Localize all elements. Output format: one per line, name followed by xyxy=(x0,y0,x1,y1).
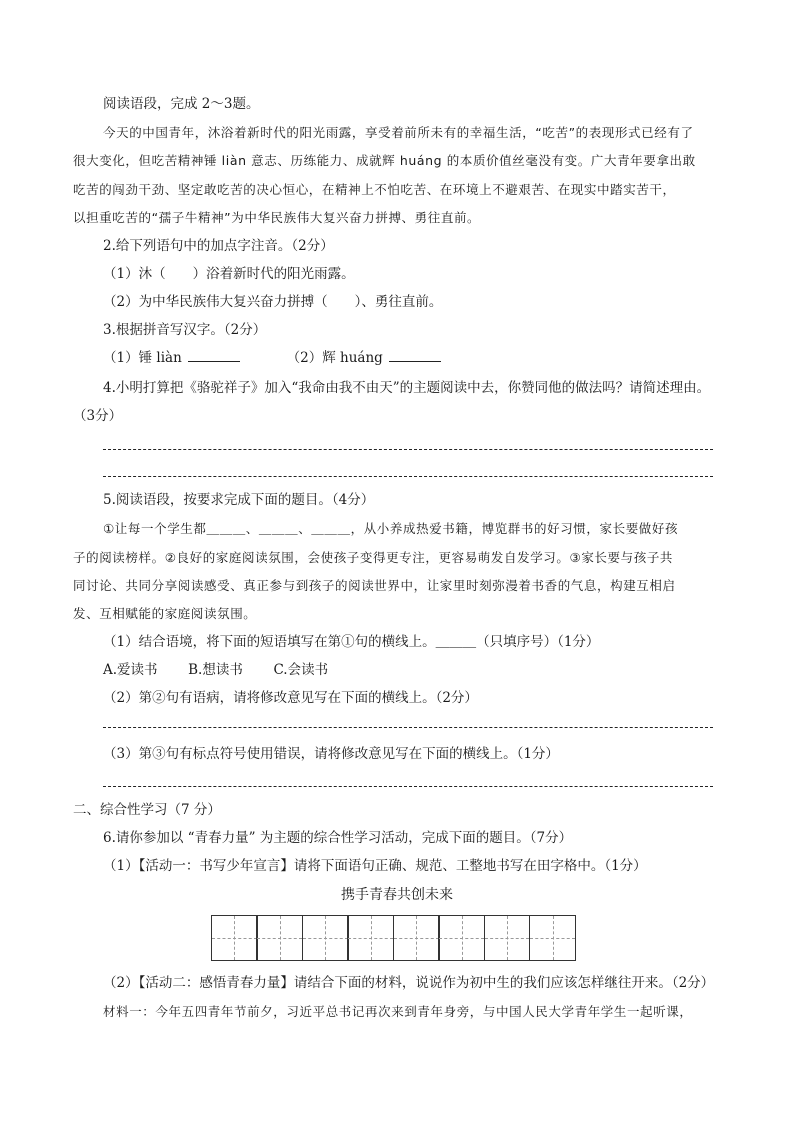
passage-line: 以担重吃苦的“孺子牛精神”为中华民族伟大复兴奋力拼搏、勇往直前。 xyxy=(73,210,481,225)
answer-line[interactable] xyxy=(103,786,713,787)
answer-line[interactable] xyxy=(103,449,713,450)
question-4-score: （3分） xyxy=(73,408,123,424)
question-5-stem: 5.阅读语段，按要求完成下面的题目。（4分） xyxy=(103,492,375,508)
tianzige-cell[interactable] xyxy=(256,915,303,961)
option-c: C.会读书 xyxy=(273,662,329,678)
question-2-item-2: （2）为中华民族伟大复兴奋力拼搏（ ）、勇往直前。 xyxy=(103,294,443,310)
question-2-item-1: （1）沐（ ）浴着新时代的阳光雨露。 xyxy=(103,266,355,282)
question-3-items xyxy=(103,348,441,368)
question-5-sub-1: （1）结合语境，将下面的短语填写在第①句的横线上。＿＿＿（只填序号）（1分） xyxy=(103,634,600,650)
tianzige-cell[interactable] xyxy=(529,915,576,961)
question-4-stem: 4.小明打算把《骆驼祥子》加入“我命由我不由天”的主题阅读中去，你赞同他的做法吗？请简述理由。 xyxy=(103,380,711,396)
tianzige-cell[interactable] xyxy=(484,915,531,961)
answer-blank[interactable] xyxy=(188,361,240,362)
question-2-stem: 2.给下列语句中的加点字注音。（2分） xyxy=(103,238,334,254)
passage-line: 今天的中国青年，沐浴着新时代的阳光雨露，享受着前所未有的幸福生活，“吃苦”的表现形式已经有了 xyxy=(103,125,694,140)
activity-2: （2）【活动二：感悟青春力量】请结合下面的材料，说说作为初中生的我们应该怎样继往开来。（2分） xyxy=(103,975,715,991)
reading-intro: 阅读语段，完成 2～3题。 xyxy=(103,96,260,112)
slogan-text: 携手青春共创未来 xyxy=(341,887,453,903)
passage-line: 子的阅读榜样。②良好的家庭阅读氛围，会使孩子变得更专注，更容易萌发自发学习。③家长要与孩子共 xyxy=(73,550,674,565)
question-5-options xyxy=(103,660,328,680)
answer-line[interactable] xyxy=(103,727,713,728)
section-heading: 二、综合性学习（7 分） xyxy=(73,802,221,818)
tianzige-cell[interactable] xyxy=(302,915,349,961)
question-3-item-1: （1）锤 liàn xyxy=(103,350,182,366)
tianzige-cell[interactable] xyxy=(438,915,485,961)
question-5-sub-3: （3）第③句有标点符号使用错误，请将修改意见写在下面的横线上。（1分） xyxy=(103,746,559,762)
passage-line: 发、互相赋能的家庭阅读氛围。 xyxy=(73,606,257,621)
passage-line: 同讨论、共同分享阅读感受、真正参与到孩子的阅读世界中，让家里时刻弥漫着书香的气息，构建互相启 xyxy=(73,578,676,593)
material-1: 材料一：今年五四青年节前夕，习近平总书记再次来到青年身旁，与中国人民大学青年学生一起听课， xyxy=(103,1004,693,1019)
answer-line[interactable] xyxy=(103,476,713,477)
tianzige-cell[interactable] xyxy=(393,915,440,961)
question-5-sub-2: （2）第②句有语病，请将修改意见写在下面的横线上。（2分） xyxy=(103,690,478,706)
tianzige-cell[interactable] xyxy=(347,915,394,961)
tianzige-grid xyxy=(211,915,585,961)
question-3-item-2: （2）辉 huáng xyxy=(286,350,383,366)
passage-line: 很大变化，但吃苦精神锤 liàn 意志、历练能力、成就辉 huáng 的本质价值丝毫没有变。广大青年要拿出敢 xyxy=(73,153,696,168)
option-a: A.爱读书 xyxy=(103,662,158,678)
answer-blank[interactable] xyxy=(389,361,441,362)
question-6-stem: 6.请你参加以 “青春力量” 为主题的综合性学习活动，完成下面的题目。（7分） xyxy=(103,830,573,846)
passage-line: ①让每一个学生都＿＿＿、＿＿＿、＿＿＿，从小养成热爱书籍，博览群书的好习惯，家长要做好孩 xyxy=(103,521,679,536)
tianzige-cell[interactable] xyxy=(211,915,258,961)
question-3-stem: 3.根据拼音写汉字。（2分） xyxy=(103,322,267,338)
passage-line: 吃苦的闯劲干劲、坚定敢吃苦的决心恒心，在精神上不怕吃苦、在环境上不避艰苦、在现实中踏实苦干， xyxy=(73,182,676,197)
option-b: B.想读书 xyxy=(188,662,243,678)
activity-1: （1）【活动一：书写少年宣言】请将下面语句正确、规范、工整地书写在田字格中。（1分） xyxy=(103,858,647,874)
